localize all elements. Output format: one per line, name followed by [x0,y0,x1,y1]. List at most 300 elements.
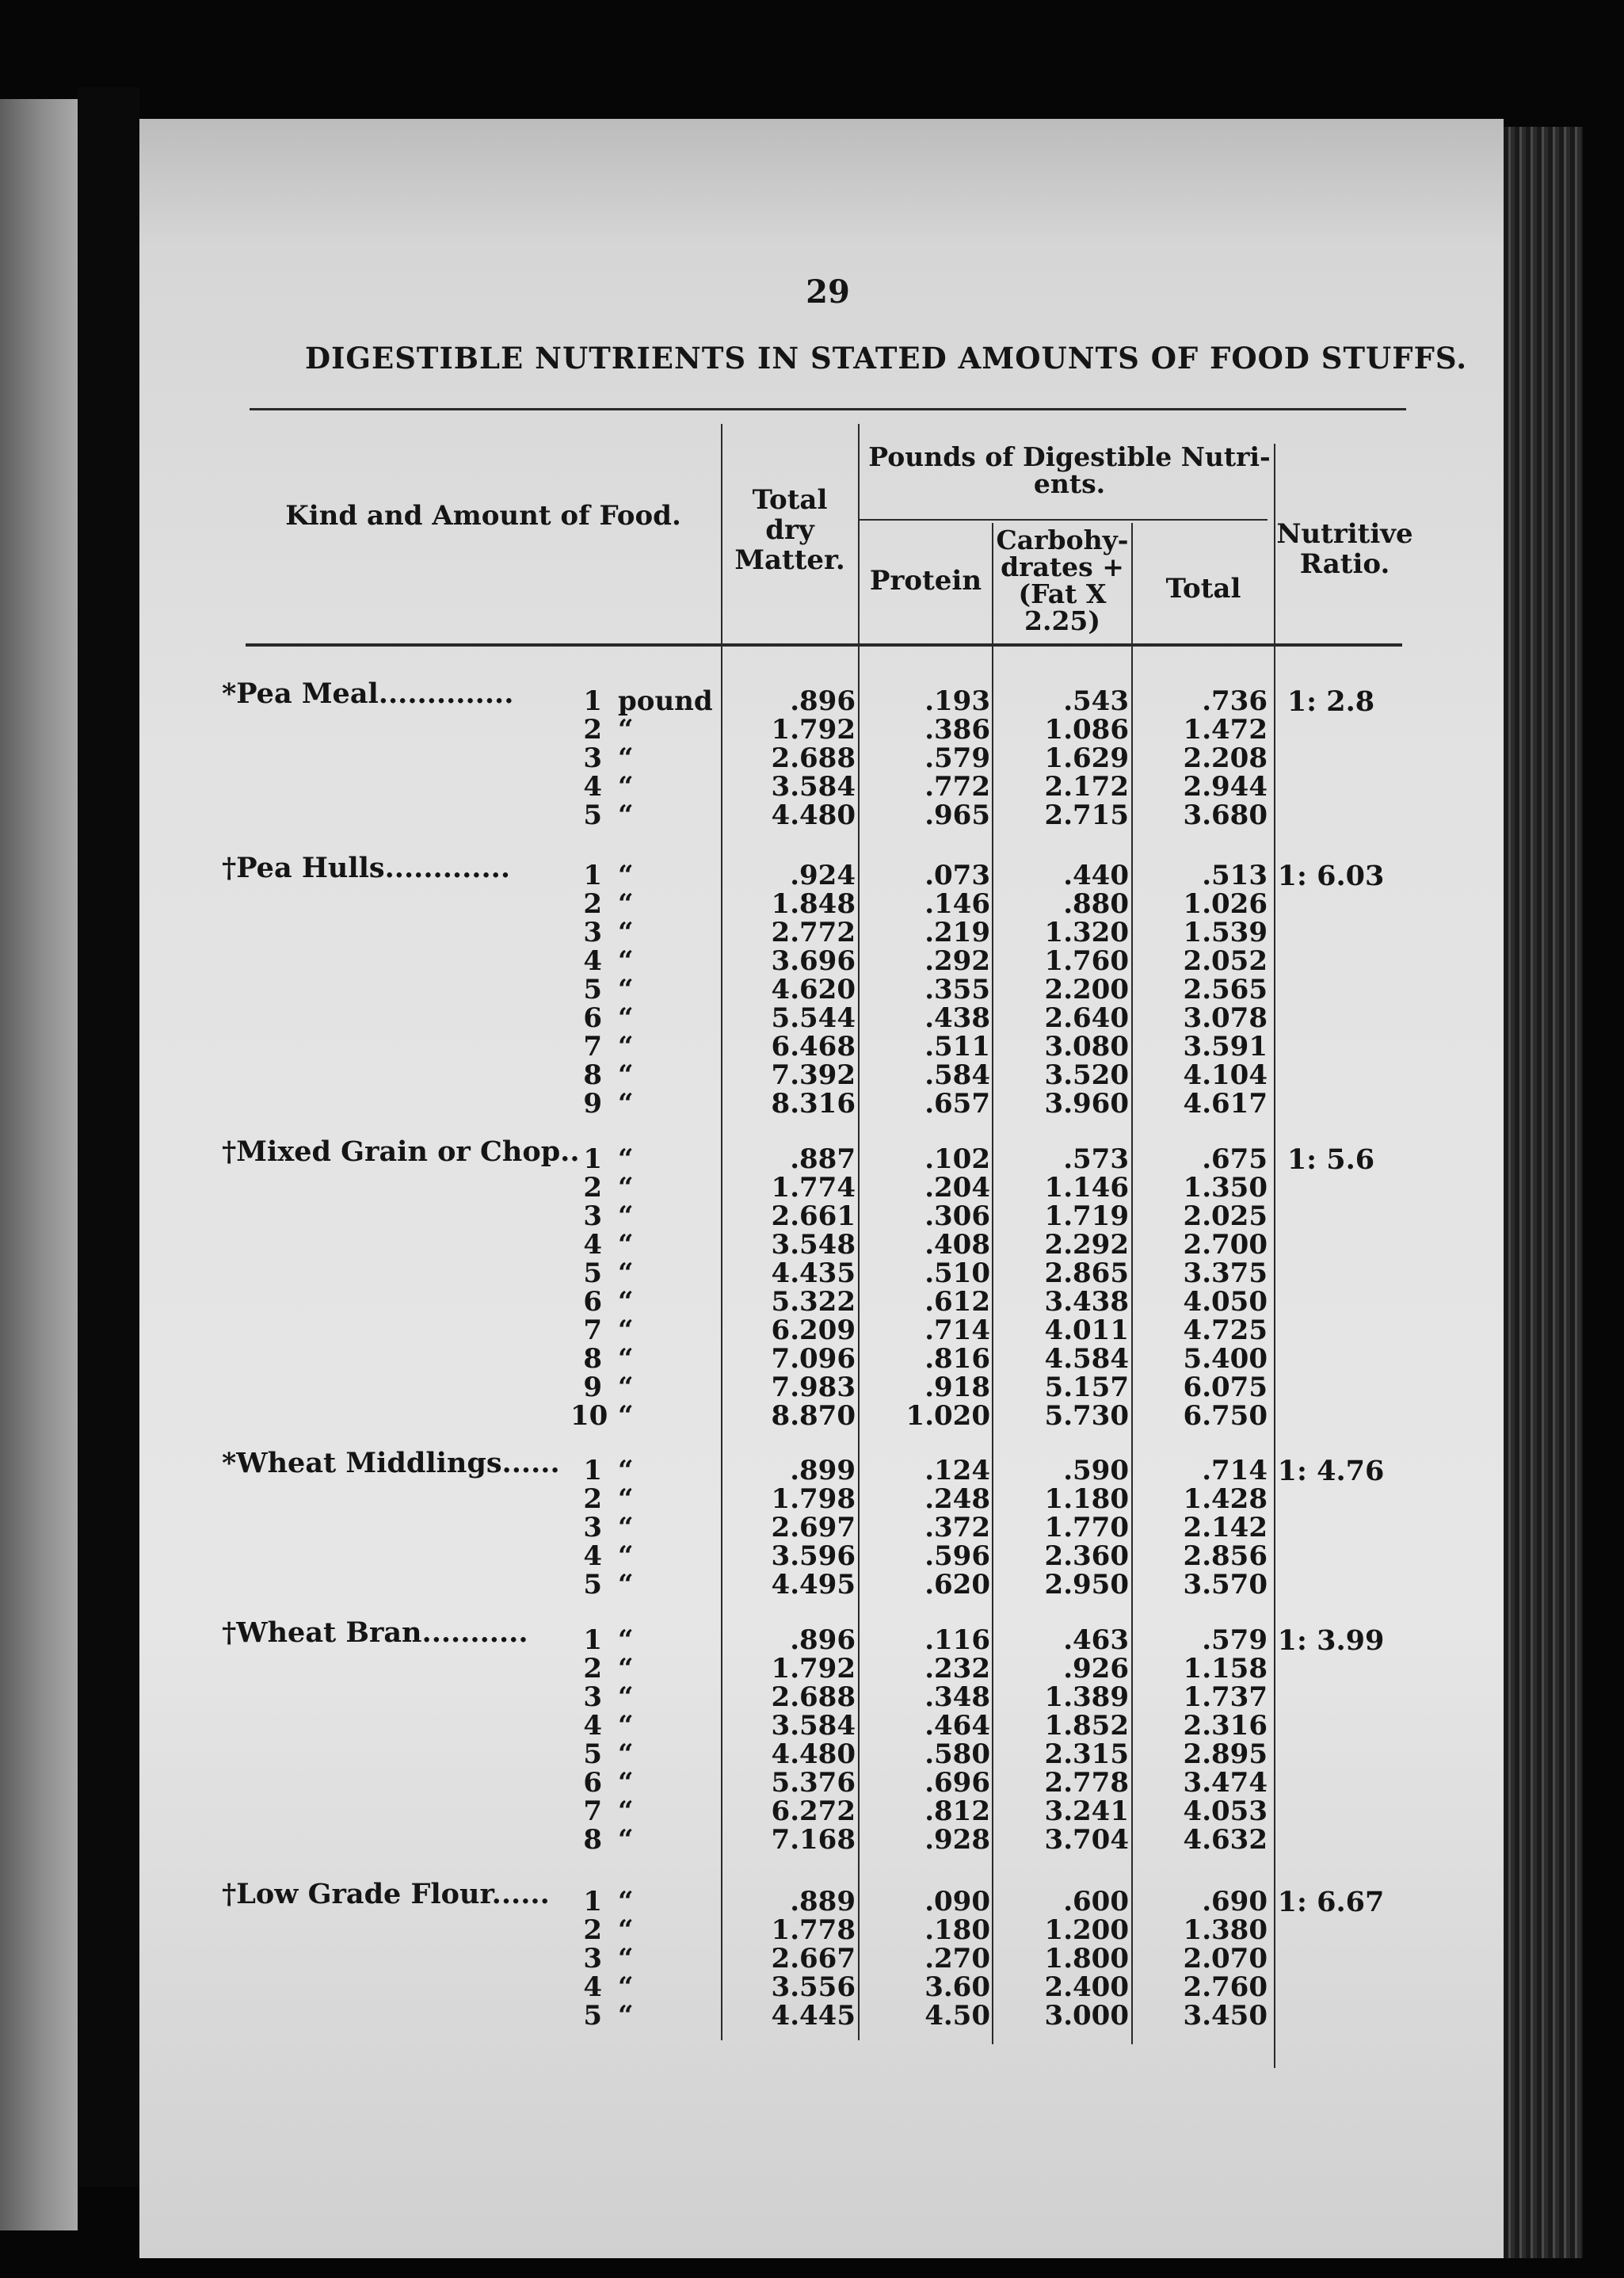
header-protein: Protein [869,565,982,597]
cell-unit: “ [618,1372,634,1403]
cell-amt: 5 [583,799,602,831]
cell-prot: .124 [924,1455,990,1486]
header-ratio-line: Ratio. [1299,548,1390,580]
cell-dry: 4.480 [771,799,856,831]
cell-tot: 1.380 [1183,1914,1268,1946]
cell-amt: 7 [583,1315,602,1346]
cell-amt: 5 [583,1569,602,1601]
page-title: DIGESTIBLE NUTRIENTS IN STATED AMOUNTS OF FOOD STUFFS. [305,341,1468,376]
cell-carb: 2.200 [1044,974,1129,1005]
cell-amt: 1 [583,860,602,891]
header-carb-line: 2.25) [1024,605,1100,636]
cell-dry: .899 [790,1455,856,1486]
cell-unit: “ [618,1971,634,2003]
cell-unit: “ [618,1088,634,1120]
cell-unit: “ [618,714,634,746]
cell-unit: “ [618,1315,634,1346]
cell-dry: 2.661 [771,1200,856,1232]
table-row [222,2000,1426,2032]
cell-dry: 3.556 [771,1971,856,2003]
cell-dry: 7.392 [771,1059,856,1091]
nutritive-ratio: 1: 2.8 [1287,685,1375,718]
cell-prot: .090 [924,1886,990,1917]
cell-tot: 4.632 [1183,1824,1268,1856]
cell-unit: “ [618,945,634,977]
cell-amt: 2 [583,714,602,746]
table-row [222,1738,1426,1770]
cell-carb: 1.719 [1044,1200,1129,1232]
cell-tot: 2.316 [1183,1710,1268,1742]
cell-prot: .219 [924,917,990,948]
cell-carb: 2.778 [1044,1767,1129,1799]
cell-amt: 9 [583,1372,602,1403]
cell-prot: .812 [924,1795,990,1827]
cell-amt: 9 [583,1088,602,1120]
cell-prot: .306 [924,1200,990,1232]
cell-dry: .924 [790,860,856,891]
cell-tot: 3.591 [1183,1031,1268,1063]
header-pounds-line: Pounds of Digestible Nutri- [868,441,1271,472]
cell-amt: 5 [583,1738,602,1770]
cell-dry: 3.696 [771,945,856,977]
cell-unit: “ [618,1002,634,1034]
cell-amt: 1 [583,1143,602,1175]
cell-tot: 2.025 [1183,1200,1268,1232]
cell-unit: “ [618,1286,634,1318]
cell-carb: 1.180 [1044,1483,1129,1515]
nutritive-ratio: 1: 3.99 [1277,1624,1385,1657]
cell-dry: 2.697 [771,1512,856,1543]
cell-dry: 6.272 [771,1795,856,1827]
header-carb-line: Carbohy- [996,525,1129,555]
cell-carb: .573 [1063,1143,1129,1175]
cell-tot: .513 [1202,860,1268,891]
table-row [222,1767,1426,1799]
table-row [222,1455,1426,1486]
cell-prot: .612 [924,1286,990,1318]
food-name: †Mixed Grain or Chop.. [222,1135,580,1168]
table-row [222,1971,1426,2003]
table-row [222,1229,1426,1261]
cell-prot: .965 [924,799,990,831]
cell-carb: 3.241 [1044,1795,1129,1827]
cell-tot: 1.539 [1183,917,1268,948]
cell-amt: 4 [583,771,602,803]
cell-dry: 5.376 [771,1767,856,1799]
cell-carb: 4.584 [1044,1343,1129,1375]
table-row [222,1824,1426,1856]
cell-carb: .926 [1063,1653,1129,1685]
table-row [222,974,1426,1005]
cell-prot: .657 [924,1088,990,1120]
cell-tot: 3.450 [1183,2000,1268,2032]
cell-amt: 3 [583,917,602,948]
cell-carb: 1.629 [1044,742,1129,774]
cell-carb: 2.865 [1044,1257,1129,1289]
cell-carb: 2.172 [1044,771,1129,803]
cell-carb: .880 [1063,888,1129,920]
cell-carb: 2.950 [1044,1569,1129,1601]
cell-prot: .620 [924,1569,990,1601]
cell-dry: 4.620 [771,974,856,1005]
cell-carb: .440 [1063,860,1129,891]
cell-tot: .675 [1202,1143,1268,1175]
cell-amt: 8 [583,1059,602,1091]
table-row [222,799,1426,831]
cell-amt: 1 [583,1624,602,1656]
cell-unit: “ [618,860,634,891]
cell-dry: .896 [790,685,856,717]
cell-dry: 1.848 [771,888,856,920]
cell-amt: 6 [583,1286,602,1318]
table-row [222,1483,1426,1515]
cell-unit: “ [618,799,634,831]
cell-dry: 4.480 [771,1738,856,1770]
cell-tot: 3.078 [1183,1002,1268,1034]
table-row [222,1372,1426,1403]
cell-carb: 2.640 [1044,1002,1129,1034]
table-row [222,1088,1426,1120]
table-row [222,1286,1426,1318]
cell-unit: “ [618,1143,634,1175]
cell-amt: 1 [583,1455,602,1486]
cell-carb: .590 [1063,1455,1129,1486]
cell-dry: 8.870 [771,1400,856,1432]
table-row [222,1512,1426,1543]
cell-prot: .510 [924,1257,990,1289]
table-row [222,1002,1426,1034]
table-row [222,1172,1426,1204]
cell-amt: 4 [583,1710,602,1742]
header-dry-matter [722,485,857,575]
cell-prot: .102 [924,1143,990,1175]
table-row [222,742,1426,774]
cell-unit: “ [618,1343,634,1375]
cell-prot: .408 [924,1229,990,1261]
cell-prot: .438 [924,1002,990,1034]
header-dry-line: dry [765,514,814,546]
table-row [222,1624,1426,1656]
cell-dry: 1.798 [771,1483,856,1515]
table-row [222,945,1426,977]
cell-carb: .463 [1063,1624,1129,1656]
cell-unit: “ [618,1824,634,1856]
table-row [222,1710,1426,1742]
cell-unit: “ [618,1031,634,1063]
food-name: †Wheat Bran........... [222,1616,528,1649]
cell-unit: “ [618,771,634,803]
cell-amt: 7 [583,1031,602,1063]
cell-unit: “ [618,917,634,948]
cell-prot: .928 [924,1824,990,1856]
table-row [222,1914,1426,1946]
cell-dry: 3.596 [771,1540,856,1572]
cell-dry: 4.435 [771,1257,856,1289]
cell-amt: 5 [583,2000,602,2032]
cell-carb: .543 [1063,685,1129,717]
page-number: 29 [806,273,850,311]
cell-carb: 1.146 [1044,1172,1129,1204]
book-binding [78,87,139,2187]
cell-prot: .204 [924,1172,990,1204]
cell-carb: 3.438 [1044,1286,1129,1318]
cell-carb: 3.960 [1044,1088,1129,1120]
cell-unit: “ [618,1172,634,1204]
cell-prot: .772 [924,771,990,803]
cell-prot: .180 [924,1914,990,1946]
cell-unit: “ [618,2000,634,2032]
cell-tot: 4.617 [1183,1088,1268,1120]
cell-amt: 2 [583,1172,602,1204]
table-row [222,771,1426,803]
cell-carb: 1.800 [1044,1943,1129,1975]
cell-tot: 4.050 [1183,1286,1268,1318]
cell-tot: .579 [1202,1624,1268,1656]
cell-carb: 4.011 [1044,1315,1129,1346]
cell-amt: 4 [583,1229,602,1261]
cell-tot: 4.053 [1183,1795,1268,1827]
cell-amt: 1 [583,685,602,717]
table-row [222,1569,1426,1601]
cell-unit: “ [618,742,634,774]
cell-amt: 6 [583,1002,602,1034]
cell-prot: .816 [924,1343,990,1375]
cell-amt: 4 [583,1971,602,2003]
nutritive-ratio: 1: 6.03 [1277,860,1385,892]
cell-unit: “ [618,1229,634,1261]
cell-dry: 2.772 [771,917,856,948]
cell-prot: .918 [924,1372,990,1403]
cell-prot: .714 [924,1315,990,1346]
cell-unit: “ [618,1569,634,1601]
cell-amt: 3 [583,1512,602,1543]
cell-carb: 2.360 [1044,1540,1129,1572]
cell-tot: 4.725 [1183,1315,1268,1346]
cell-carb: 5.157 [1044,1372,1129,1403]
cell-tot: 2.208 [1183,742,1268,774]
cell-dry: 6.468 [771,1031,856,1063]
header-kind: Kind and Amount of Food. [285,500,681,532]
cell-prot: .146 [924,888,990,920]
cell-tot: 4.104 [1183,1059,1268,1091]
header-dry-line: Total [752,484,828,516]
cell-tot: 1.350 [1183,1172,1268,1204]
cell-dry: 2.667 [771,1943,856,1975]
cell-tot: 2.895 [1183,1738,1268,1770]
cell-carb: 5.730 [1044,1400,1129,1432]
table-row [222,888,1426,920]
cell-dry: 4.495 [771,1569,856,1601]
cell-tot: 1.737 [1183,1681,1268,1713]
cell-prot: .292 [924,945,990,977]
cell-carb: 2.715 [1044,799,1129,831]
cell-prot: 4.50 [924,2000,990,2032]
header-carb-line: (Fat X [1018,578,1107,609]
table-row [222,1343,1426,1375]
table-row [222,1540,1426,1572]
cell-prot: .248 [924,1483,990,1515]
cell-tot: 1.428 [1183,1483,1268,1515]
cell-tot: 2.944 [1183,771,1268,803]
cell-tot: 2.052 [1183,945,1268,977]
table-row [222,1059,1426,1091]
cell-prot: .348 [924,1681,990,1713]
cell-unit: “ [618,1455,634,1486]
cell-amt: 6 [583,1767,602,1799]
cell-amt: 3 [583,742,602,774]
cell-amt: 4 [583,945,602,977]
cell-tot: 2.142 [1183,1512,1268,1543]
cell-amt: 3 [583,1943,602,1975]
cell-dry: 2.688 [771,742,856,774]
cell-tot: 2.565 [1183,974,1268,1005]
cell-unit: “ [618,1540,634,1572]
header-ratio [1275,519,1414,579]
cell-prot: 1.020 [905,1400,990,1432]
cell-carb: 1.086 [1044,714,1129,746]
table-row [222,1315,1426,1346]
cell-dry: 7.983 [771,1372,856,1403]
cell-dry: .896 [790,1624,856,1656]
cell-unit: “ [618,1483,634,1515]
cell-prot: .596 [924,1540,990,1572]
cell-carb: .600 [1063,1886,1129,1917]
cell-amt: 8 [583,1824,602,1856]
cell-carb: 1.852 [1044,1710,1129,1742]
cell-unit: “ [618,1681,634,1713]
table-row [222,1795,1426,1827]
cell-carb: 1.389 [1044,1681,1129,1713]
cell-dry: 1.774 [771,1172,856,1204]
cell-unit: “ [618,1653,634,1685]
cell-dry: 1.778 [771,1914,856,1946]
cell-amt: 4 [583,1540,602,1572]
table-row [222,1031,1426,1063]
header-dry-line: Matter. [734,544,845,576]
cell-unit: “ [618,1886,634,1917]
cell-dry: 6.209 [771,1315,856,1346]
cell-dry: 4.445 [771,2000,856,2032]
cell-prot: .511 [924,1031,990,1063]
cell-unit: pound [618,685,713,717]
cell-dry: 7.168 [771,1824,856,1856]
cell-prot: .116 [924,1624,990,1656]
cell-prot: .580 [924,1738,990,1770]
table-row [222,1257,1426,1289]
previous-page-edge [0,99,78,2230]
cell-amt: 2 [583,1483,602,1515]
table-row [222,1143,1426,1175]
cell-amt: 10 [570,1400,608,1432]
table-row [222,1400,1426,1432]
cell-tot: 6.075 [1183,1372,1268,1403]
table-row [222,1681,1426,1713]
cell-carb: 3.704 [1044,1824,1129,1856]
cell-amt: 8 [583,1343,602,1375]
cell-dry: 3.584 [771,1710,856,1742]
nutritive-ratio: 1: 6.67 [1277,1886,1385,1918]
cell-dry: 3.584 [771,771,856,803]
header-ratio-line: Nutritive [1276,518,1413,550]
food-name: *Pea Meal.............. [222,677,514,710]
table-row [222,1653,1426,1685]
cell-tot: 3.474 [1183,1767,1268,1799]
cell-carb: 3.520 [1044,1059,1129,1091]
cell-carb: 1.320 [1044,917,1129,948]
cell-prot: .372 [924,1512,990,1543]
title-rule [250,408,1406,410]
cell-amt: 1 [583,1886,602,1917]
table-row [222,1200,1426,1232]
cell-dry: 8.316 [771,1088,856,1120]
cell-unit: “ [618,1738,634,1770]
cell-amt: 2 [583,1914,602,1946]
cell-amt: 2 [583,888,602,920]
cell-unit: “ [618,1624,634,1656]
cell-unit: “ [618,1257,634,1289]
cell-dry: 2.688 [771,1681,856,1713]
cell-amt: 5 [583,1257,602,1289]
cell-tot: 2.070 [1183,1943,1268,1975]
header-pounds [863,441,1275,499]
header-total: Total [1165,573,1241,605]
cell-dry: 5.544 [771,1002,856,1034]
table-row [222,1886,1426,1917]
cell-carb: 2.400 [1044,1971,1129,2003]
cell-unit: “ [618,1943,634,1975]
cell-tot: 3.680 [1183,799,1268,831]
page-stack-edge [1504,127,1583,2258]
cell-dry: 7.096 [771,1343,856,1375]
cell-tot: 1.472 [1183,714,1268,746]
cell-unit: “ [618,1200,634,1232]
cell-amt: 7 [583,1795,602,1827]
cell-unit: “ [618,1795,634,1827]
table-row [222,685,1426,717]
cell-unit: “ [618,1767,634,1799]
cell-tot: 6.750 [1183,1400,1268,1432]
cell-amt: 3 [583,1200,602,1232]
cell-unit: “ [618,974,634,1005]
cell-tot: .736 [1202,685,1268,717]
table-row [222,860,1426,891]
cell-prot: .584 [924,1059,990,1091]
cell-carb: 1.770 [1044,1512,1129,1543]
cell-unit: “ [618,1059,634,1091]
table-row [222,917,1426,948]
cell-tot: 3.375 [1183,1257,1268,1289]
cell-amt: 3 [583,1681,602,1713]
cell-prot: .232 [924,1653,990,1685]
cell-tot: 2.700 [1183,1229,1268,1261]
cell-carb: 2.315 [1044,1738,1129,1770]
cell-dry: .887 [790,1143,856,1175]
cell-unit: “ [618,1914,634,1946]
cell-dry: .889 [790,1886,856,1917]
cell-tot: 3.570 [1183,1569,1268,1601]
cell-carb: 3.080 [1044,1031,1129,1063]
cell-unit: “ [618,1400,634,1432]
nutrients-rule [860,519,1268,521]
cell-dry: 3.548 [771,1229,856,1261]
cell-carb: 2.292 [1044,1229,1129,1261]
cell-unit: “ [618,888,634,920]
cell-tot: 1.026 [1183,888,1268,920]
cell-prot: .696 [924,1767,990,1799]
header-bottom-rule [246,643,1402,647]
cell-tot: .690 [1202,1886,1268,1917]
cell-tot: 5.400 [1183,1343,1268,1375]
